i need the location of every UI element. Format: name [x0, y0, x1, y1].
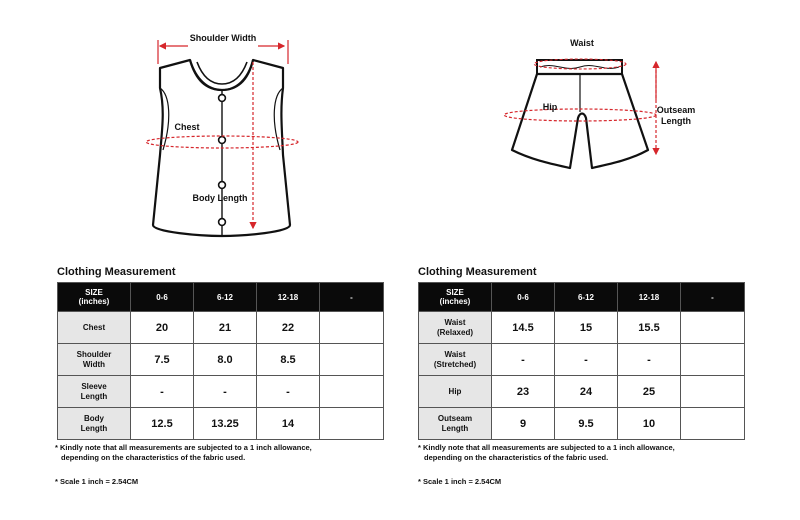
- table-cell: 22: [257, 312, 320, 344]
- table-cell: 8.5: [257, 344, 320, 376]
- button-2: [219, 137, 226, 144]
- left-allowance-note: * Kindly note that all measurements are subjected to a 1 inch allowance, depending on the characteristics of the fabric used.: [55, 443, 312, 462]
- hip-label: Hip: [542, 102, 558, 112]
- shorts-measurement-table: [418, 282, 745, 440]
- table-cell: [320, 376, 384, 408]
- column-header: 12-18: [618, 283, 681, 312]
- waist-label: Waist: [570, 38, 594, 48]
- table-cell: 20: [131, 312, 194, 344]
- table-cell: 8.0: [194, 344, 257, 376]
- table-cell: 24: [555, 376, 618, 408]
- button-4: [219, 219, 226, 226]
- right-scale-note: * Scale 1 inch = 2.54CM: [418, 477, 502, 486]
- row-label: Waist (Stretched): [419, 344, 492, 376]
- column-header: 12-18: [257, 283, 320, 312]
- table-cell: 15.5: [618, 312, 681, 344]
- column-header: -: [320, 283, 384, 312]
- table-row: [419, 312, 745, 344]
- column-header: 6-12: [555, 283, 618, 312]
- table-cell: 21: [194, 312, 257, 344]
- table-cell: [681, 312, 745, 344]
- table-cell: 7.5: [131, 344, 194, 376]
- table-cell: -: [492, 344, 555, 376]
- right-allowance-note: * Kindly note that all measurements are subjected to a 1 inch allowance, depending on the characteristics of the fabric used.: [418, 443, 675, 462]
- size-header: SIZE (inches): [419, 283, 492, 312]
- table-row: [58, 344, 384, 376]
- outseam-label-line2: Length: [661, 116, 691, 126]
- table-cell: [320, 312, 384, 344]
- table-cell: [320, 344, 384, 376]
- row-label: Chest: [58, 312, 131, 344]
- outseam-label-line1: Outseam: [656, 105, 696, 115]
- table-header-row: [58, 283, 384, 312]
- right-table-title: Clothing Measurement: [418, 266, 537, 278]
- table-cell: 12.5: [131, 408, 194, 440]
- table-row: [419, 344, 745, 376]
- table-cell: 25: [618, 376, 681, 408]
- table-cell: 9.5: [555, 408, 618, 440]
- left-scale-note: * Scale 1 inch = 2.54CM: [55, 477, 139, 486]
- table-row: [419, 376, 745, 408]
- table-cell: [681, 376, 745, 408]
- shorts-diagram: [495, 45, 670, 175]
- table-header-row: [419, 283, 745, 312]
- table-cell: 14.5: [492, 312, 555, 344]
- vest-measurement-table: [57, 282, 384, 440]
- button-1: [219, 95, 226, 102]
- table-cell: [681, 344, 745, 376]
- table-cell: 15: [555, 312, 618, 344]
- table-cell: 23: [492, 376, 555, 408]
- table-cell: [320, 408, 384, 440]
- shoulder-width-label: Shoulder Width: [189, 33, 257, 43]
- size-header: SIZE (inches): [58, 283, 131, 312]
- table-cell: [681, 408, 745, 440]
- row-label: Outseam Length: [419, 408, 492, 440]
- table-row: [58, 312, 384, 344]
- body-length-label: Body Length: [192, 193, 248, 203]
- chest-label: Chest: [174, 122, 200, 132]
- table-cell: -: [618, 344, 681, 376]
- table-cell: -: [131, 376, 194, 408]
- column-header: 0-6: [131, 283, 194, 312]
- table-row: [419, 408, 745, 440]
- button-3: [219, 182, 226, 189]
- row-label: Shoulder Width: [58, 344, 131, 376]
- row-label: Hip: [419, 376, 492, 408]
- column-header: 6-12: [194, 283, 257, 312]
- vest-diagram: [140, 30, 310, 245]
- column-header: 0-6: [492, 283, 555, 312]
- table-cell: 14: [257, 408, 320, 440]
- table-row: [58, 408, 384, 440]
- row-label: Body Length: [58, 408, 131, 440]
- table-cell: 13.25: [194, 408, 257, 440]
- table-row: [58, 376, 384, 408]
- left-table-title: Clothing Measurement: [57, 266, 176, 278]
- table-cell: 9: [492, 408, 555, 440]
- table-cell: 10: [618, 408, 681, 440]
- table-cell: -: [555, 344, 618, 376]
- column-header: -: [681, 283, 745, 312]
- row-label: Waist (Relaxed): [419, 312, 492, 344]
- table-cell: -: [194, 376, 257, 408]
- row-label: Sleeve Length: [58, 376, 131, 408]
- table-cell: -: [257, 376, 320, 408]
